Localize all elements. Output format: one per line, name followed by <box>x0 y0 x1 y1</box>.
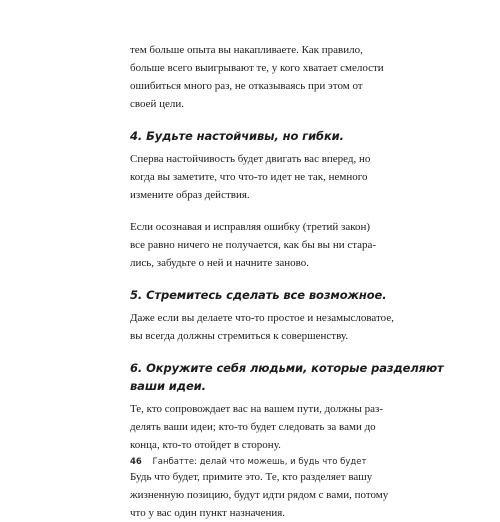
paragraph-6b <box>130 468 389 522</box>
text-line: Даже если вы делаете что-то простое и незамысловатое, <box>130 312 394 324</box>
text-line: жизненную позицию, будут идти рядом с вами, потому <box>130 489 389 501</box>
page-number: 46 <box>130 457 142 467</box>
text-line: измените образ действия. <box>130 189 250 201</box>
text-line: что у вас один пункт назначения. <box>130 507 286 519</box>
text-line: Если осознавая и исправляя ошибку (третий закон) <box>130 221 371 233</box>
paragraph-5 <box>130 309 394 345</box>
heading-law-5 <box>130 286 387 304</box>
page-content <box>130 41 444 522</box>
text-line: конца, кто-то отойдет в сторону. <box>130 439 281 451</box>
text-line: больше всего выигрывают те, у кого хватает смелости <box>130 62 384 74</box>
heading-line: 5. Стремитесь сделать все возможное. <box>130 288 387 302</box>
heading-line: 4. Будьте настойчивы, но гибки. <box>130 129 344 143</box>
paragraph-intro <box>130 41 382 113</box>
paragraph-6a <box>130 400 382 454</box>
text-line: Сперва настойчивость будет двигать вас вперед, но <box>130 153 371 165</box>
text-line: делять ваши идеи; кто-то будет следовать за вами до <box>130 421 376 433</box>
heading-line: ваши идеи. <box>130 379 206 393</box>
heading-law-4 <box>130 127 382 145</box>
text-line: вы всегда должны стремиться к совершенству. <box>130 330 349 342</box>
text-line: Будь что будет, примите это. Те, кто разделяет вашу <box>130 471 373 483</box>
heading-law-6 <box>130 359 444 395</box>
page-footer <box>130 457 366 467</box>
text-line: все равно ничего не получается, как бы вы ни стара- <box>130 239 377 251</box>
paragraph-4b <box>130 218 382 272</box>
text-line: ошибиться много раз, не отказываясь при этом от <box>130 80 363 92</box>
running-title: Ганбатте: делай что можешь, и будь что будет <box>152 457 367 467</box>
text-line: своей цели. <box>130 98 185 110</box>
text-line: лись, забудьте о ней и начните заново. <box>130 257 309 269</box>
text-line: Те, кто сопровождает вас на вашем пути, должны раз- <box>130 403 384 415</box>
text-line: когда вы заметите, что что-то идет не так, немного <box>130 171 368 183</box>
heading-line: 6. Окружите себя людьми, которые разделяют <box>130 361 444 375</box>
text-line: тем больше опыта вы накапливаете. Как правило, <box>130 44 363 56</box>
paragraph-4a <box>130 150 382 204</box>
